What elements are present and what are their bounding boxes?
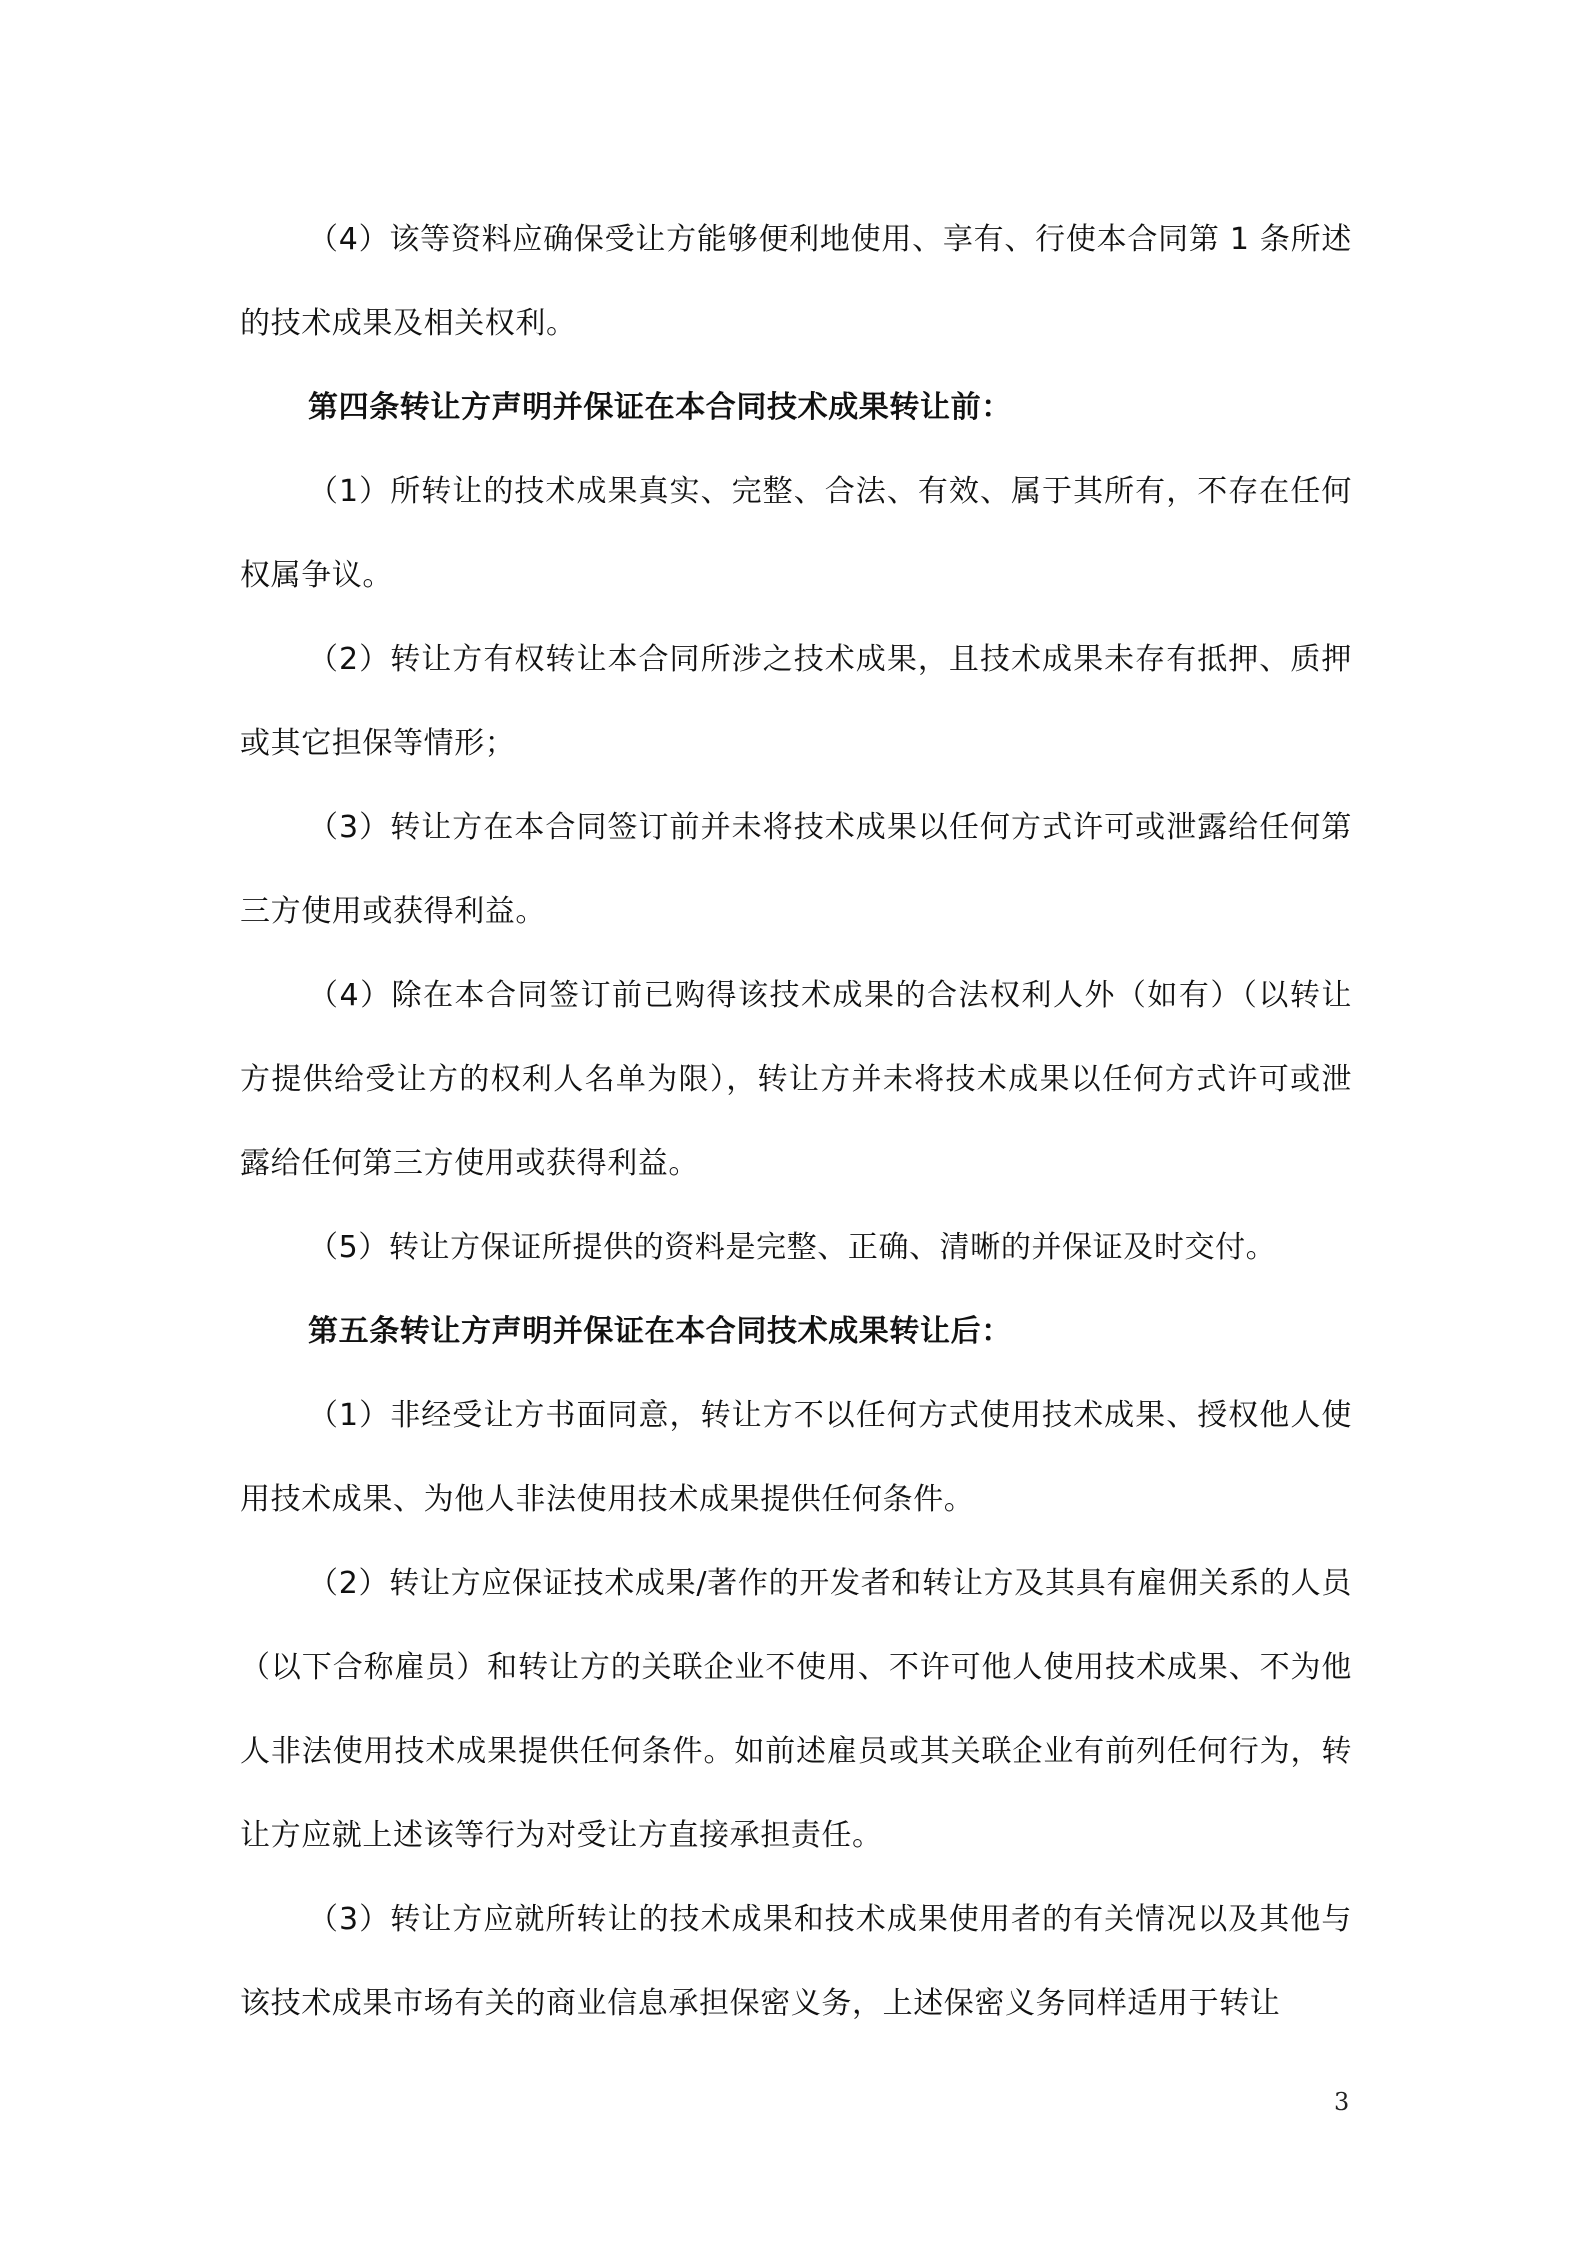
article-4-heading: 第四条转让方声明并保证在本合同技术成果转让前： [308, 390, 1012, 425]
article-4-item-1: （1）所转让的技术成果真实、完整、合法、有效、属于其所有，不存在任何权属争议。 [240, 474, 1352, 593]
article-4-item-3: （3）转让方在本合同签订前并未将技术成果以任何方式许可或泄露给任何第三方使用或获得利益。 [240, 810, 1352, 929]
document-body [240, 198, 1352, 2046]
article-5-heading: 第五条转让方声明并保证在本合同技术成果转让后： [308, 1314, 1012, 1349]
article-5-item-1: （1）非经受让方书面同意，转让方不以任何方式使用技术成果、授权他人使用技术成果、为他人非法使用技术成果提供任何条件。 [240, 1398, 1352, 1517]
article-5-item-2: （2）转让方应保证技术成果/著作的开发者和转让方及其具有雇佣关系的人员（以下合称雇员）和转让方的关联企业不使用、不许可他人使用技术成果、不为他人非法使用技术成果提供任何条件。如前述雇员或其关联企业有前列任何行为，转让方应就上述该等行为对受让方直接承担责任。 [240, 1566, 1352, 1853]
article-5-item-3: （3）转让方应就所转让的技术成果和技术成果使用者的有关情况以及其他与该技术成果市场有关的商业信息承担保密义务，上述保密义务同样适用于转让 [240, 1902, 1352, 2021]
page-number: 3 [1334, 2088, 1350, 2116]
paragraph-item-4-materials: （4）该等资料应确保受让方能够便利地使用、享有、行使本合同第 1 条所述的技术成果及相关权利。 [240, 222, 1352, 341]
article-4-item-5: （5）转让方保证所提供的资料是完整、正确、清晰的并保证及时交付。 [308, 1230, 1277, 1265]
article-4-item-4: （4）除在本合同签订前已购得该技术成果的合法权利人外（如有）（以转让方提供给受让方的权利人名单为限），转让方并未将技术成果以任何方式许可或泄露给任何第三方使用或获得利益。 [240, 978, 1352, 1181]
article-4-item-2: （2）转让方有权转让本合同所涉之技术成果，且技术成果未存有抵押、质押或其它担保等情形； [240, 642, 1352, 761]
